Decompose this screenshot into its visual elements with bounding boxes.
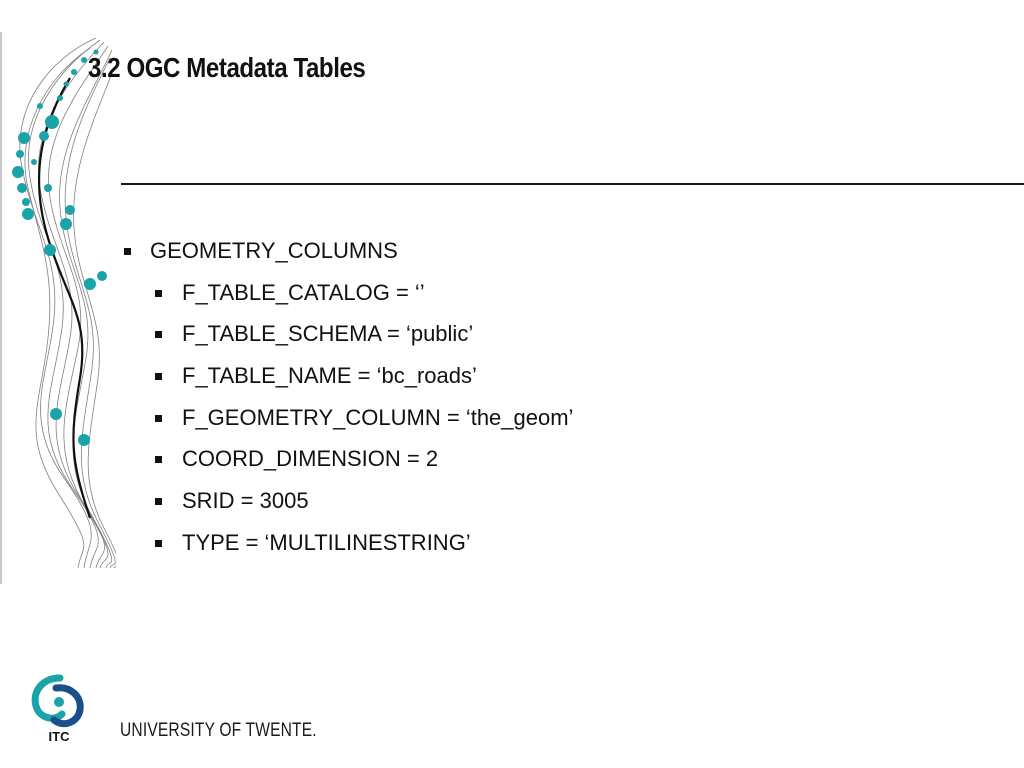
bullet-text: GEOMETRY_COLUMNS xyxy=(150,238,398,263)
square-bullet-icon xyxy=(155,331,162,338)
bullet-text: F_GEOMETRY_COLUMN = ‘the_geom’ xyxy=(182,404,574,430)
square-bullet-icon xyxy=(155,456,162,463)
bullet-text: F_TABLE_SCHEMA = ‘public’ xyxy=(182,321,474,347)
university-name: UNIVERSITY OF TWENTE. xyxy=(120,720,317,741)
square-bullet-icon xyxy=(155,373,162,380)
square-bullet-icon xyxy=(155,540,162,547)
square-bullet-icon xyxy=(155,415,162,422)
square-bullet-icon xyxy=(155,498,162,505)
bullet-text: SRID = 3005 xyxy=(182,488,309,514)
bullet-item xyxy=(120,403,573,445)
square-bullet-icon xyxy=(124,248,131,255)
decorative-fiber-graphic xyxy=(0,38,116,570)
bullet-item xyxy=(120,486,573,528)
bullet-list xyxy=(120,236,573,570)
bullet-item xyxy=(120,236,573,278)
bullet-text: COORD_DIMENSION = 2 xyxy=(182,446,439,472)
logo-text: ITC xyxy=(48,729,70,744)
bullet-text: F_TABLE_NAME = ‘bc_roads’ xyxy=(182,363,477,389)
bullet-item xyxy=(120,528,573,570)
bullet-text: F_TABLE_CATALOG = ‘’ xyxy=(182,279,425,305)
bullet-item xyxy=(120,319,573,361)
slide-title: 3.2 OGC Metadata Tables xyxy=(88,52,366,83)
square-bullet-icon xyxy=(155,290,162,297)
bullet-item xyxy=(120,361,573,403)
bullet-item xyxy=(120,278,573,320)
itc-logo-icon xyxy=(26,672,92,744)
bullet-text: TYPE = ‘MULTILINESTRING’ xyxy=(182,529,471,555)
title-underline xyxy=(121,183,1024,185)
bullet-item xyxy=(120,444,573,486)
